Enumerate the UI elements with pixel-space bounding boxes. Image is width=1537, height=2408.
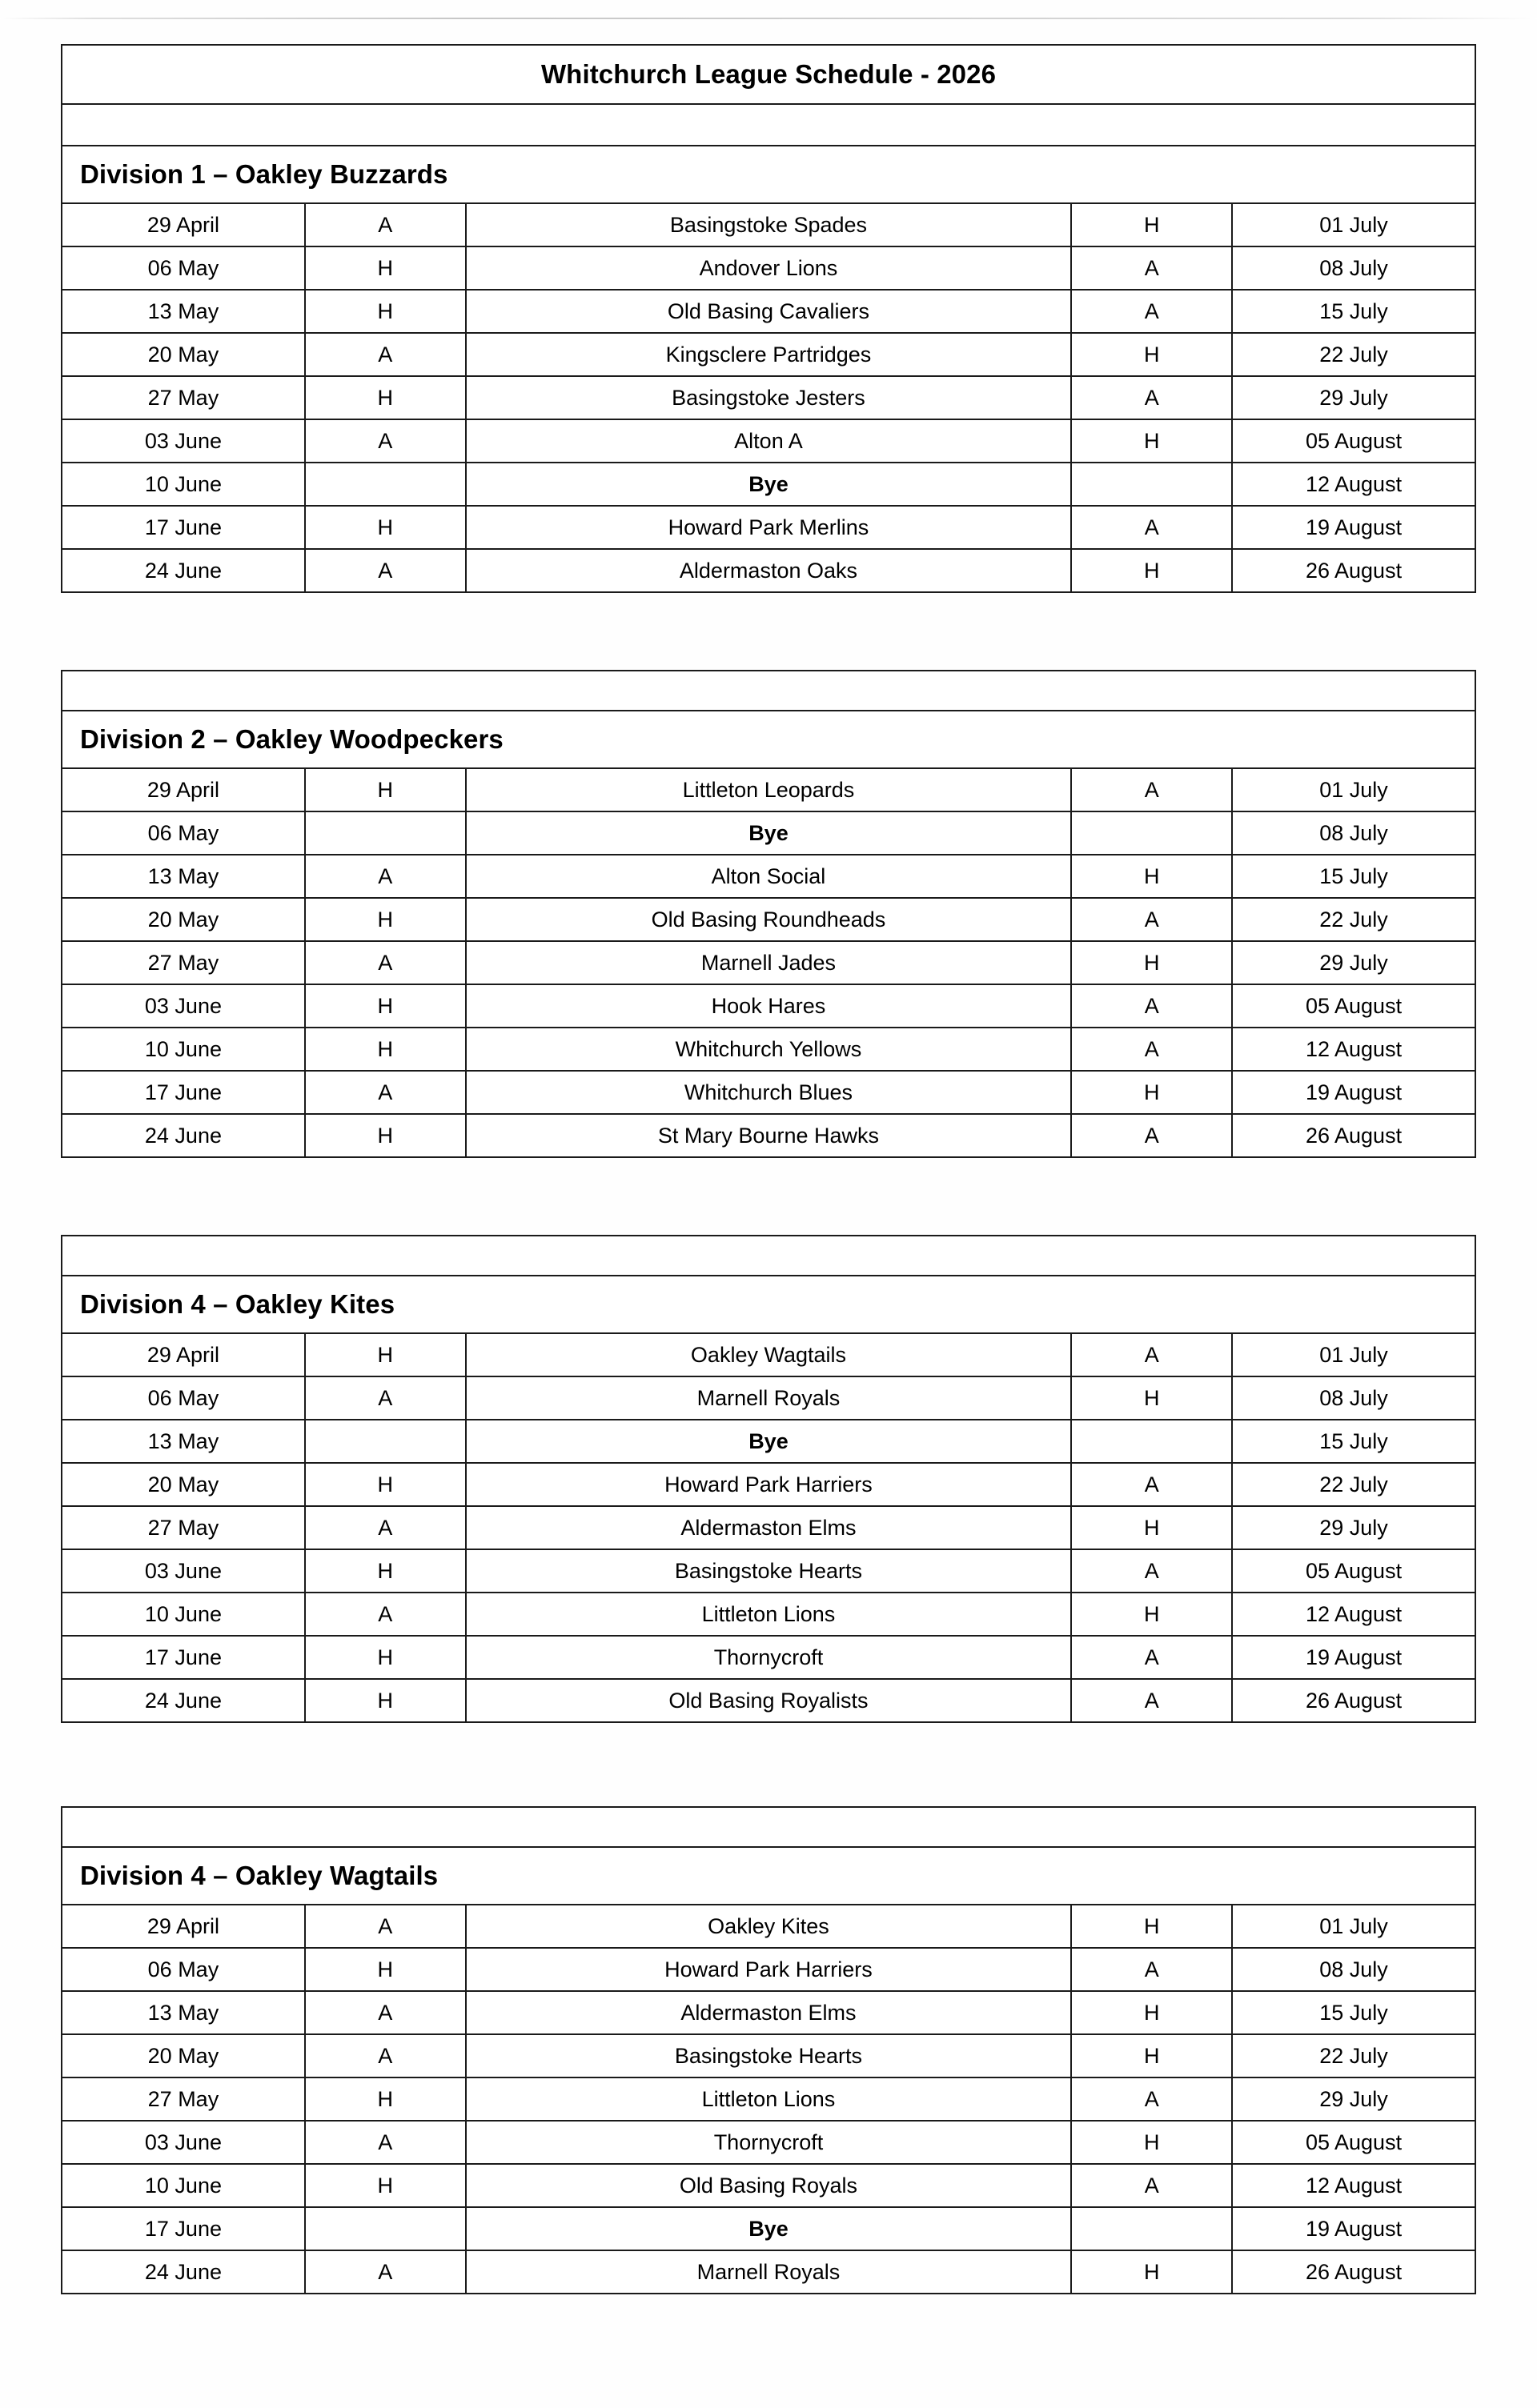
fixture-date-return: 22 July (1232, 1463, 1475, 1506)
fixture-date-home: 20 May (62, 2034, 305, 2077)
fixture-venue-left: H (305, 1549, 466, 1593)
fixture-venue-left: A (305, 2250, 466, 2294)
fixture-venue-right: A (1071, 898, 1232, 941)
fixture-venue-left: H (305, 506, 466, 549)
fixture-date-home: 03 June (62, 1549, 305, 1593)
fixture-venue-left: H (305, 2164, 466, 2207)
fixture-venue-left (305, 1420, 466, 1463)
fixture-venue-right (1071, 463, 1232, 506)
table-row (62, 506, 1475, 549)
fixture-date-return: 19 August (1232, 506, 1475, 549)
fixture-venue-right: A (1071, 1948, 1232, 1991)
division-heading: Division 4 – Oakley Kites (62, 1276, 1475, 1333)
fixture-venue-left: H (305, 768, 466, 811)
fixture-date-home: 29 April (62, 1333, 305, 1376)
fixture-date-return: 15 July (1232, 855, 1475, 898)
document-title-row (62, 45, 1475, 104)
fixture-venue-left: H (305, 898, 466, 941)
fixture-venue-right: H (1071, 549, 1232, 592)
fixture-date-return: 01 July (1232, 768, 1475, 811)
fixture-venue-right (1071, 811, 1232, 855)
fixture-venue-left (305, 463, 466, 506)
page-title: Whitchurch League Schedule - 2026 (62, 45, 1475, 104)
fixture-opponent: Bye (466, 2207, 1072, 2250)
table-row (62, 1028, 1475, 1071)
fixture-venue-left: A (305, 333, 466, 376)
fixture-venue-right: H (1071, 419, 1232, 463)
division-preheader-row (62, 671, 1475, 711)
fixture-venue-left: A (305, 419, 466, 463)
fixture-date-return: 22 July (1232, 898, 1475, 941)
table-row (62, 2077, 1475, 2121)
fixture-venue-left: A (305, 549, 466, 592)
fixture-date-return: 29 July (1232, 941, 1475, 984)
fixture-date-home: 17 June (62, 506, 305, 549)
fixture-venue-right: A (1071, 1463, 1232, 1506)
fixture-date-return: 12 August (1232, 463, 1475, 506)
fixture-date-home: 10 June (62, 1028, 305, 1071)
fixture-venue-right: H (1071, 1593, 1232, 1636)
fixture-venue-right: H (1071, 2121, 1232, 2164)
fixture-venue-left: A (305, 2034, 466, 2077)
fixture-venue-left: H (305, 2077, 466, 2121)
fixture-date-return: 15 July (1232, 290, 1475, 333)
fixture-venue-right: A (1071, 984, 1232, 1028)
fixture-opponent: Basingstoke Hearts (466, 1549, 1072, 1593)
fixture-opponent: Littleton Lions (466, 2077, 1072, 2121)
division-heading: Division 2 – Oakley Woodpeckers (62, 711, 1475, 768)
division-block-2 (61, 670, 1476, 1158)
division-heading-row-3 (62, 1847, 1475, 1905)
fixture-venue-right: A (1071, 1679, 1232, 1722)
table-row (62, 1948, 1475, 1991)
fixture-venue-right: A (1071, 506, 1232, 549)
fixture-opponent: Oakley Kites (466, 1905, 1072, 1948)
table-row (62, 2207, 1475, 2250)
table-row (62, 1376, 1475, 1420)
fixture-date-return: 05 August (1232, 1549, 1475, 1593)
table-row (62, 2250, 1475, 2294)
division-preheader-row (62, 1236, 1475, 1276)
table-row (62, 2121, 1475, 2164)
fixture-venue-right: H (1071, 203, 1232, 246)
fixture-date-return: 01 July (1232, 1905, 1475, 1948)
table-row (62, 203, 1475, 246)
fixture-date-home: 13 May (62, 1420, 305, 1463)
fixture-date-return: 29 July (1232, 1506, 1475, 1549)
fixture-date-return: 01 July (1232, 203, 1475, 246)
division-heading-row-0 (62, 146, 1475, 203)
fixture-opponent: Marnell Jades (466, 941, 1072, 984)
fixture-date-home: 20 May (62, 1463, 305, 1506)
fixture-date-home: 20 May (62, 898, 305, 941)
table-row (62, 2034, 1475, 2077)
fixture-opponent: Howard Park Merlins (466, 506, 1072, 549)
fixture-venue-right: A (1071, 1333, 1232, 1376)
spacer-cell (62, 104, 1475, 146)
fixture-date-home: 06 May (62, 246, 305, 290)
fixture-venue-left: A (305, 1071, 466, 1114)
division-block-3-body (62, 1236, 1475, 1722)
fixture-venue-right: H (1071, 1506, 1232, 1549)
fixture-opponent: Bye (466, 463, 1072, 506)
fixture-date-return: 19 August (1232, 1071, 1475, 1114)
block-gap (61, 593, 1476, 670)
table-row (62, 1593, 1475, 1636)
fixture-venue-left: H (305, 376, 466, 419)
fixture-date-return: 26 August (1232, 1114, 1475, 1157)
division-block-2-body (62, 671, 1475, 1157)
fixture-date-return: 05 August (1232, 419, 1475, 463)
table-row (62, 768, 1475, 811)
fixture-venue-left: A (305, 1593, 466, 1636)
schedule-sheet (61, 44, 1476, 2294)
table-row (62, 811, 1475, 855)
fixture-date-return: 08 July (1232, 246, 1475, 290)
fixture-opponent: Howard Park Harriers (466, 1948, 1072, 1991)
fixture-opponent: Alton A (466, 419, 1072, 463)
table-row (62, 1333, 1475, 1376)
fixture-date-return: 29 July (1232, 376, 1475, 419)
fixture-opponent: Marnell Royals (466, 2250, 1072, 2294)
table-row (62, 376, 1475, 419)
fixture-opponent: St Mary Bourne Hawks (466, 1114, 1072, 1157)
fixture-venue-left: A (305, 855, 466, 898)
division-block-3 (61, 1235, 1476, 1723)
table-row (62, 1506, 1475, 1549)
fixture-date-return: 01 July (1232, 1333, 1475, 1376)
fixture-venue-right: A (1071, 1114, 1232, 1157)
fixture-date-return: 12 August (1232, 2164, 1475, 2207)
fixture-venue-right: A (1071, 1636, 1232, 1679)
scan-edge-line (0, 18, 1537, 19)
fixture-opponent: Alton Social (466, 855, 1072, 898)
fixture-venue-left: H (305, 1636, 466, 1679)
fixture-date-return: 19 August (1232, 2207, 1475, 2250)
division-block-1 (61, 44, 1476, 593)
fixture-date-home: 24 June (62, 1679, 305, 1722)
division-heading-row-1 (62, 711, 1475, 768)
fixture-date-return: 22 July (1232, 2034, 1475, 2077)
fixture-opponent: Whitchurch Blues (466, 1071, 1072, 1114)
fixture-opponent: Basingstoke Jesters (466, 376, 1072, 419)
table-row (62, 898, 1475, 941)
fixture-opponent: Howard Park Harriers (466, 1463, 1072, 1506)
fixture-venue-left: H (305, 1333, 466, 1376)
fixture-venue-left: H (305, 984, 466, 1028)
division-heading-row-2 (62, 1276, 1475, 1333)
fixture-date-return: 22 July (1232, 333, 1475, 376)
fixture-date-return: 15 July (1232, 1420, 1475, 1463)
fixture-date-home: 24 June (62, 549, 305, 592)
block-gap (61, 1158, 1476, 1235)
fixture-date-home: 27 May (62, 941, 305, 984)
fixture-opponent: Kingsclere Partridges (466, 333, 1072, 376)
table-row (62, 855, 1475, 898)
table-row (62, 419, 1475, 463)
fixture-opponent: Old Basing Cavaliers (466, 290, 1072, 333)
fixture-date-return: 05 August (1232, 984, 1475, 1028)
fixture-venue-right: A (1071, 768, 1232, 811)
fixture-opponent: Aldermaston Elms (466, 1506, 1072, 1549)
fixture-date-return: 08 July (1232, 1376, 1475, 1420)
fixture-venue-left: A (305, 203, 466, 246)
fixture-venue-left: A (305, 2121, 466, 2164)
fixture-date-home: 03 June (62, 419, 305, 463)
fixture-date-home: 10 June (62, 1593, 305, 1636)
table-row (62, 1549, 1475, 1593)
table-row (62, 246, 1475, 290)
fixture-opponent: Bye (466, 1420, 1072, 1463)
fixture-date-home: 06 May (62, 811, 305, 855)
fixture-venue-right: A (1071, 2077, 1232, 2121)
fixture-date-home: 29 April (62, 1905, 305, 1948)
table-row (62, 1905, 1475, 1948)
fixture-date-home: 20 May (62, 333, 305, 376)
fixture-venue-left: A (305, 1905, 466, 1948)
fixture-venue-right: A (1071, 2164, 1232, 2207)
fixture-venue-right: H (1071, 2034, 1232, 2077)
fixture-venue-left: H (305, 1463, 466, 1506)
fixture-opponent: Thornycroft (466, 1636, 1072, 1679)
table-row (62, 1420, 1475, 1463)
table-row (62, 290, 1475, 333)
spacer-cell (62, 1236, 1475, 1276)
fixture-opponent: Old Basing Royalists (466, 1679, 1072, 1722)
fixture-venue-left (305, 2207, 466, 2250)
division-block-4-body (62, 1807, 1475, 2294)
division-block-4 (61, 1806, 1476, 2294)
fixture-venue-right (1071, 2207, 1232, 2250)
fixture-date-home: 27 May (62, 1506, 305, 1549)
fixture-opponent: Thornycroft (466, 2121, 1072, 2164)
fixture-date-home: 06 May (62, 1948, 305, 1991)
fixture-venue-right: A (1071, 376, 1232, 419)
fixture-date-return: 19 August (1232, 1636, 1475, 1679)
table-row (62, 1679, 1475, 1722)
fixture-date-home: 29 April (62, 768, 305, 811)
fixture-venue-left: H (305, 1679, 466, 1722)
division-block-1-body (62, 45, 1475, 592)
fixture-venue-left: H (305, 246, 466, 290)
fixture-date-return: 29 July (1232, 2077, 1475, 2121)
fixture-venue-right: H (1071, 2250, 1232, 2294)
fixture-date-home: 13 May (62, 290, 305, 333)
division-heading: Division 1 – Oakley Buzzards (62, 146, 1475, 203)
fixture-venue-left (305, 811, 466, 855)
fixture-date-return: 12 August (1232, 1028, 1475, 1071)
fixture-date-return: 26 August (1232, 2250, 1475, 2294)
fixture-opponent: Littleton Lions (466, 1593, 1072, 1636)
fixture-venue-right: A (1071, 1549, 1232, 1593)
fixture-venue-left: H (305, 1028, 466, 1071)
fixture-venue-right: H (1071, 333, 1232, 376)
table-row (62, 984, 1475, 1028)
table-row (62, 1636, 1475, 1679)
fixture-venue-right: H (1071, 855, 1232, 898)
table-row (62, 1991, 1475, 2034)
fixture-venue-right: A (1071, 246, 1232, 290)
fixture-date-return: 05 August (1232, 2121, 1475, 2164)
fixture-venue-left: A (305, 1991, 466, 2034)
fixture-date-home: 13 May (62, 1991, 305, 2034)
fixture-venue-left: H (305, 290, 466, 333)
block-gap (61, 1723, 1476, 1806)
fixture-date-return: 12 August (1232, 1593, 1475, 1636)
fixture-venue-left: H (305, 1948, 466, 1991)
fixture-date-home: 13 May (62, 855, 305, 898)
fixture-opponent: Basingstoke Hearts (466, 2034, 1072, 2077)
fixture-date-home: 29 April (62, 203, 305, 246)
table-row (62, 1071, 1475, 1114)
fixture-venue-left: H (305, 1114, 466, 1157)
fixture-date-home: 27 May (62, 376, 305, 419)
fixture-date-home: 10 June (62, 2164, 305, 2207)
fixture-venue-left: A (305, 1506, 466, 1549)
fixture-opponent: Hook Hares (466, 984, 1072, 1028)
title-spacer-row (62, 104, 1475, 146)
fixture-opponent: Old Basing Royals (466, 2164, 1072, 2207)
fixture-date-home: 06 May (62, 1376, 305, 1420)
fixture-opponent: Old Basing Roundheads (466, 898, 1072, 941)
fixture-opponent: Whitchurch Yellows (466, 1028, 1072, 1071)
fixture-date-return: 08 July (1232, 811, 1475, 855)
division-heading: Division 4 – Oakley Wagtails (62, 1847, 1475, 1905)
fixture-date-return: 15 July (1232, 1991, 1475, 2034)
table-row (62, 2164, 1475, 2207)
spacer-cell (62, 671, 1475, 711)
fixture-date-home: 10 June (62, 463, 305, 506)
fixture-opponent: Bye (466, 811, 1072, 855)
table-row (62, 333, 1475, 376)
fixture-date-home: 24 June (62, 2250, 305, 2294)
fixture-venue-left: A (305, 1376, 466, 1420)
fixture-opponent: Oakley Wagtails (466, 1333, 1072, 1376)
fixture-venue-right: H (1071, 1991, 1232, 2034)
fixture-date-home: 24 June (62, 1114, 305, 1157)
fixture-venue-right: A (1071, 1028, 1232, 1071)
fixture-date-home: 03 June (62, 2121, 305, 2164)
fixture-date-return: 26 August (1232, 549, 1475, 592)
fixture-venue-right (1071, 1420, 1232, 1463)
fixture-opponent: Basingstoke Spades (466, 203, 1072, 246)
fixture-opponent: Andover Lions (466, 246, 1072, 290)
spacer-cell (62, 1807, 1475, 1847)
fixture-venue-right: H (1071, 1905, 1232, 1948)
fixture-date-home: 17 June (62, 1071, 305, 1114)
table-row (62, 549, 1475, 592)
fixture-opponent: Littleton Leopards (466, 768, 1072, 811)
fixture-opponent: Aldermaston Oaks (466, 549, 1072, 592)
fixture-venue-right: H (1071, 1376, 1232, 1420)
table-row (62, 941, 1475, 984)
table-row (62, 463, 1475, 506)
fixture-date-return: 26 August (1232, 1679, 1475, 1722)
table-row (62, 1114, 1475, 1157)
fixture-date-home: 03 June (62, 984, 305, 1028)
table-row (62, 1463, 1475, 1506)
fixture-date-return: 08 July (1232, 1948, 1475, 1991)
division-preheader-row (62, 1807, 1475, 1847)
fixture-venue-right: A (1071, 290, 1232, 333)
fixture-venue-left: A (305, 941, 466, 984)
fixture-venue-right: H (1071, 941, 1232, 984)
fixture-venue-right: H (1071, 1071, 1232, 1114)
fixture-opponent: Aldermaston Elms (466, 1991, 1072, 2034)
fixture-date-home: 27 May (62, 2077, 305, 2121)
fixture-opponent: Marnell Royals (466, 1376, 1072, 1420)
fixture-date-home: 17 June (62, 1636, 305, 1679)
fixture-date-home: 17 June (62, 2207, 305, 2250)
